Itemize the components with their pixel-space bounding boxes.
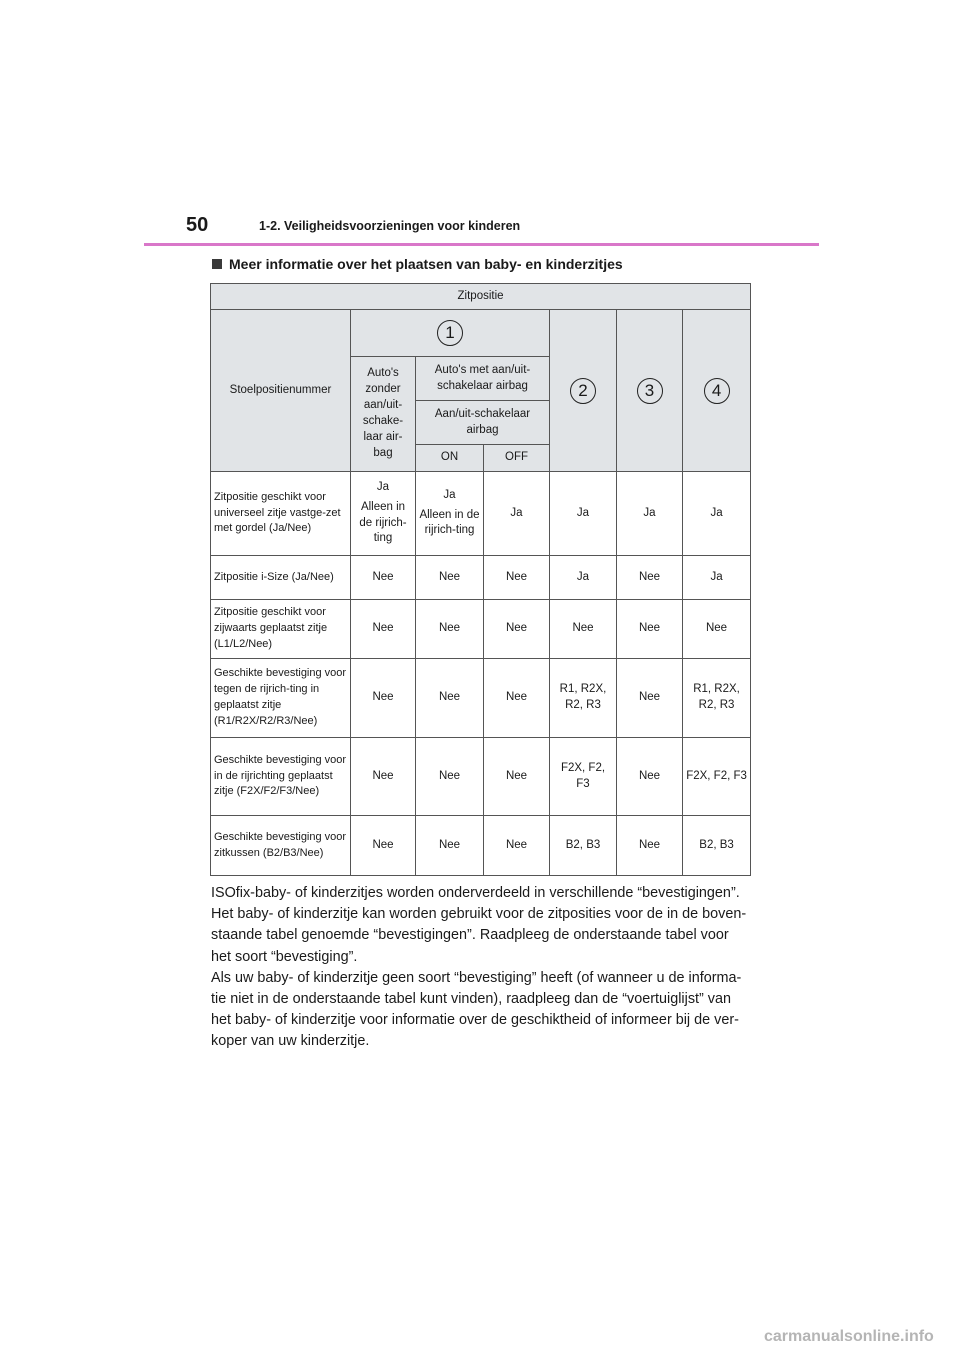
table-cell: Nee [484, 738, 550, 816]
table-row [211, 738, 751, 816]
table-cell: R1, R2X, R2, R3 [550, 659, 617, 738]
table-cell: Nee [617, 600, 683, 659]
footer-watermark: carmanualsonline.info [764, 1328, 934, 1345]
position-3-circle-icon: 3 [637, 378, 663, 404]
table-cell: F2X, F2, F3 [550, 738, 617, 816]
row-label: Geschikte bevestiging voor zitkussen (B2/B3/Nee) [211, 816, 351, 876]
table-cell: Nee [416, 600, 484, 659]
table-cell: Nee [484, 659, 550, 738]
table-cell: Ja [484, 472, 550, 556]
row-label: Zitpositie geschikt voor universeel zitje vastge-zet met gordel (Ja/Nee) [211, 472, 351, 556]
row-label: Geschikte bevestiging voor tegen de rijrich-ting in geplaatst zitje (R1/R2X/R2/R3/Nee) [211, 659, 351, 738]
sub-col-met-schakelaar: Auto's met aan/uit-schakelaar airbag [416, 357, 550, 401]
position-4-circle-icon: 4 [704, 378, 730, 404]
position-1-circle-icon: 1 [437, 320, 463, 346]
position-1-header [351, 310, 550, 357]
cell-sub: Alleen in de rijrich-ting [359, 500, 407, 545]
table-cell: Nee [484, 816, 550, 876]
table-row [211, 600, 751, 659]
position-2-circle-icon: 2 [570, 378, 596, 404]
table-cell: Nee [617, 738, 683, 816]
seat-position-table [210, 283, 751, 876]
table-cell: Nee [351, 600, 416, 659]
section-header: 1-2. Veiligheidsvoorzieningen voor kinderen [259, 219, 521, 233]
table-cell: Nee [683, 600, 751, 659]
table-cell: Nee [484, 600, 550, 659]
off-header: OFF [484, 445, 550, 472]
table-cell: Nee [416, 556, 484, 600]
stoelpositienummer-header: Stoelpositienummer [211, 310, 351, 472]
table-cell: Nee [351, 738, 416, 816]
table-cell: Ja [550, 472, 617, 556]
cell-main: Ja [376, 480, 390, 493]
section-heading [212, 256, 623, 272]
table-cell: Nee [617, 659, 683, 738]
table-cell: Nee [416, 816, 484, 876]
table-cell: Nee [351, 659, 416, 738]
table-cell: Nee [416, 738, 484, 816]
table-cell [416, 472, 484, 556]
position-3-header [617, 310, 683, 472]
table-cell: Nee [351, 816, 416, 876]
table-cell: Nee [351, 556, 416, 600]
cell-sub: Alleen in de rijrich-ting [419, 508, 480, 537]
row-label: Geschikte bevestiging voor in de rijrichting geplaatst zitje (F2X/F2/F3/Nee) [211, 738, 351, 816]
on-header: ON [416, 445, 484, 472]
table-cell: Nee [416, 659, 484, 738]
square-bullet-icon [212, 259, 222, 269]
header-divider [144, 243, 819, 246]
table-cell: Ja [683, 472, 751, 556]
table-cell: B2, B3 [683, 816, 751, 876]
zitpositie-header: Zitpositie [211, 284, 751, 310]
aan-uit-schakelaar-header: Aan/uit-schakelaar airbag [416, 401, 550, 445]
table-cell: Nee [617, 556, 683, 600]
cell-main: Ja [443, 488, 456, 501]
body-paragraph: ISOfix-baby- of kinderzitjes worden onderverdeeld in verschillende “bevestigingen”. Het baby- of kinderzitje kan worden gebruikt voor de zitposities voor de in de boven-staande tabel genoemde “bevestigingen”. Raadpleeg de onderstaande tabel voor het soort “bevestiging”. [211, 885, 747, 965]
table-cell: F2X, F2, F3 [683, 738, 751, 816]
table-cell: Ja [683, 556, 751, 600]
table-cell: B2, B3 [550, 816, 617, 876]
table-row [211, 556, 751, 600]
position-4-header [683, 310, 751, 472]
table-cell: Nee [484, 556, 550, 600]
table-row [211, 472, 751, 556]
table-cell: Nee [550, 600, 617, 659]
section-heading-text: Meer informatie over het plaatsen van baby- en kinderzitjes [229, 256, 623, 272]
body-text [211, 883, 751, 1053]
body-paragraph: Als uw baby- of kinderzitje geen soort “bevestiging” heeft (of wanneer u de informa-tie niet in de onderstaande tabel kunt vinden), raadpleeg dan de “voertuiglijst” van het baby- of kinderzitje voor informatie over de geschiktheid of informeer bij de ver-koper van uw kinderzitje. [211, 969, 742, 1050]
table-row [211, 816, 751, 876]
table-cell: Ja [617, 472, 683, 556]
table-cell: Ja [550, 556, 617, 600]
row-label: Zitpositie i-Size (Ja/Nee) [211, 556, 351, 600]
table-cell: R1, R2X, R2, R3 [683, 659, 751, 738]
page-number: 50 [186, 214, 209, 236]
row-label: Zitpositie geschikt voor zijwaarts geplaatst zitje (L1/L2/Nee) [211, 600, 351, 659]
table-cell: Nee [617, 816, 683, 876]
table-row [211, 659, 751, 738]
sub-col-zonder-schakelaar: Auto's zonder aan/uit-schake-laar air-bag [351, 357, 416, 472]
table-cell [351, 472, 416, 556]
position-2-header [550, 310, 617, 472]
